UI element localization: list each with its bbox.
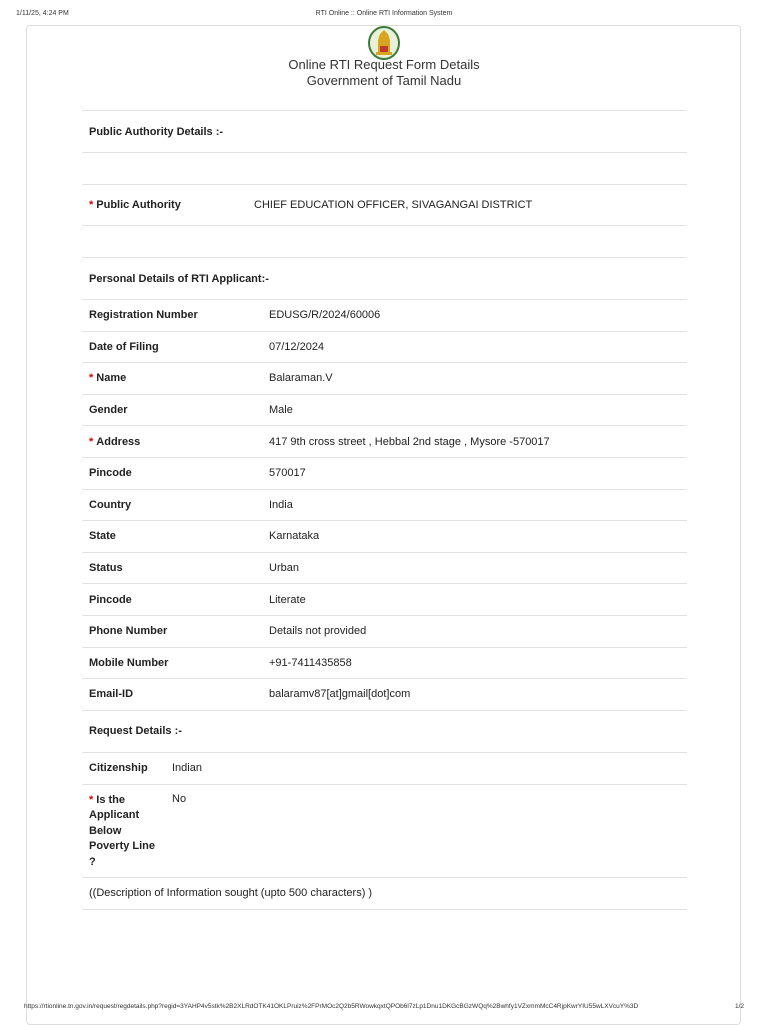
personal-detail-row — [82, 300, 687, 332]
field-label: State — [89, 530, 116, 543]
field-value: Balaraman.V — [269, 372, 333, 385]
personal-detail-row — [82, 395, 687, 427]
required-mark: * — [89, 199, 94, 211]
print-url: https://rtionline.tn.gov.in/request/regdetails.php?regid=3YAHP4v5stk%2B2XLRdOTK41OKLPruiz%2FPrMOc2Q2b5RWowkqxtQPOb6l7zLp1Dnu1DKGcBGzWQq%2Bwhfy1VZxmmMcC4RjpKwrYIU55wLXVcuY%3D — [24, 1003, 639, 1010]
field-value: Details not provided — [269, 625, 367, 638]
rti-form-details — [82, 110, 687, 910]
personal-detail-row — [82, 679, 687, 711]
citizenship-value: Indian — [172, 762, 202, 775]
spacer-row — [82, 153, 687, 185]
field-label: Mobile Number — [89, 656, 169, 669]
spacer-row — [82, 226, 687, 258]
personal-detail-row — [82, 521, 687, 553]
field-value: 570017 — [269, 467, 306, 480]
field-label: Country — [89, 498, 132, 511]
field-value: Male — [269, 404, 293, 417]
field-value: balaramv87[at]gmail[dot]com — [269, 688, 411, 701]
citizenship-row: Citizenship Indian — [82, 753, 687, 785]
description-row: ((Description of Information sought (upto 500 characters) ) — [82, 878, 687, 910]
personal-detail-row — [82, 648, 687, 680]
required-mark: * — [89, 435, 94, 448]
field-label: Phone Number — [89, 625, 168, 638]
field-value: 417 9th cross street , Hebbal 2nd stage , Mysore -570017 — [269, 435, 550, 448]
public-authority-row: * Public Authority CHIEF EDUCATION OFFICER, SIVAGANGAI DISTRICT — [82, 185, 687, 226]
field-label: Registration Number — [89, 309, 198, 322]
bpl-value: No — [172, 792, 187, 805]
public-authority-value: CHIEF EDUCATION OFFICER, SIVAGANGAI DISTRICT — [254, 199, 533, 211]
personal-detail-row — [82, 553, 687, 585]
field-label: Status — [89, 562, 123, 575]
personal-detail-row — [82, 584, 687, 616]
required-mark: * — [89, 793, 94, 806]
personal-detail-row — [82, 490, 687, 522]
field-value: India — [269, 498, 293, 511]
bpl-row: * Is the Applicant Below Poverty Line ? No — [82, 785, 687, 878]
print-datetime: 1/11/25, 4:24 PM — [16, 10, 69, 17]
field-value: Literate — [269, 593, 306, 606]
print-page-number: 1/2 — [735, 1003, 745, 1010]
field-label: Date of Filing — [89, 340, 159, 353]
required-mark: * — [89, 372, 94, 385]
field-value: Urban — [269, 562, 299, 575]
print-page-title: RTI Online :: Online RTI Information System — [315, 10, 453, 17]
tamil-nadu-emblem-icon — [366, 26, 402, 60]
page-title: Online RTI Request Form Details — [288, 57, 480, 72]
field-value: Karnataka — [269, 530, 320, 543]
section-heading-public-authority: Public Authority Details :- — [82, 111, 687, 153]
field-label: Pincode — [89, 467, 132, 480]
personal-detail-row — [82, 363, 687, 395]
personal-detail-row — [82, 616, 687, 648]
section-heading-personal: Personal Details of RTI Applicant:- — [82, 258, 687, 300]
personal-detail-row — [82, 332, 687, 364]
field-value: 07/12/2024 — [269, 340, 325, 353]
field-label: * Name — [89, 372, 127, 385]
field-label: Gender — [89, 404, 128, 417]
field-label: Pincode — [89, 593, 132, 606]
personal-detail-row — [82, 458, 687, 490]
section-heading-request: Request Details :- — [82, 711, 687, 753]
page-subtitle: Government of Tamil Nadu — [306, 73, 462, 88]
field-label: Email-ID — [89, 688, 134, 701]
field-value: EDUSG/R/2024/60006 — [269, 309, 381, 322]
personal-detail-row — [82, 426, 687, 458]
field-value: +91-7411435858 — [269, 656, 352, 669]
field-label: * Address — [89, 435, 141, 448]
